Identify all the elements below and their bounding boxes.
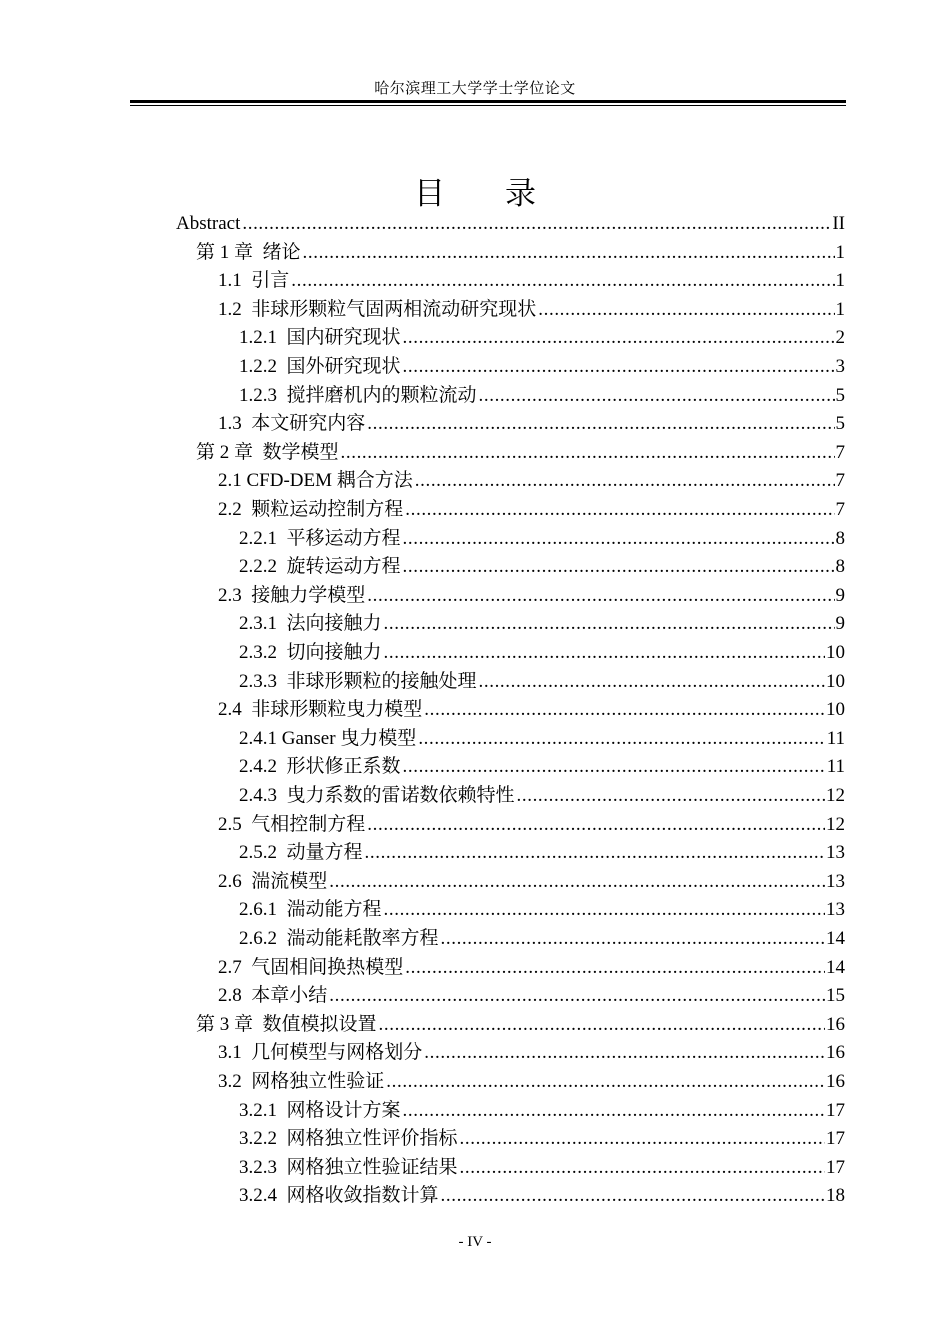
toc-leader-dots	[403, 553, 835, 582]
toc-leader-dots	[424, 1039, 825, 1068]
toc-entry-page: 11	[826, 727, 845, 749]
toc-entry-label: 2.2.2 旋转运动方程	[239, 556, 401, 578]
toc-entry-page: 9	[835, 613, 845, 635]
toc-entry[interactable]	[218, 496, 845, 525]
toc-leader-dots	[418, 725, 825, 754]
toc-entry-label: 3.2.2 网格独立性评价指标	[239, 1128, 458, 1150]
toc-entry[interactable]	[196, 439, 845, 468]
toc-leader-dots	[405, 496, 834, 525]
toc-entry-label: 2.4.2 形状修正系数	[239, 756, 401, 778]
toc-entry[interactable]	[239, 782, 845, 811]
toc-entry-label: 3.1 几何模型与网格划分	[218, 1042, 423, 1064]
toc-entry-page: 17	[826, 1099, 845, 1121]
toc-entry-label: 2.4.3 曳力系数的雷诺数依赖特性	[239, 785, 515, 806]
toc-entry[interactable]	[239, 324, 845, 353]
toc-leader-dots	[405, 954, 825, 983]
toc-entry[interactable]	[218, 696, 845, 725]
page-title	[0, 168, 950, 213]
toc-entry-label: 2.3.2 切向接触力	[239, 642, 382, 663]
toc-entry-label: 2.5.2 动量方程	[239, 842, 363, 864]
toc-leader-dots	[386, 1068, 825, 1097]
toc-entry-label: 1.3 本文研究内容	[218, 413, 366, 435]
toc-entry[interactable]	[239, 525, 845, 554]
toc-leader-dots	[517, 782, 825, 811]
toc-entry-page: 13	[826, 899, 845, 921]
toc-entry[interactable]	[218, 868, 845, 897]
toc-entry-label: 2.8 本章小结	[218, 985, 328, 1007]
toc-leader-dots	[341, 439, 835, 468]
toc-entry[interactable]	[176, 210, 845, 239]
toc-entry-label: 2.1 CFD-DEM 耦合方法	[218, 470, 413, 492]
toc-entry-label: 2.5 气相控制方程	[218, 813, 366, 835]
toc-entry-page: 3	[835, 356, 845, 377]
page-number: - IV -	[458, 1234, 492, 1250]
toc-entry-label: 3.2.1 网格设计方案	[239, 1099, 401, 1121]
toc-entry[interactable]	[218, 410, 845, 439]
toc-entry[interactable]	[239, 353, 845, 382]
toc-entry[interactable]	[239, 639, 845, 668]
toc-entry-page: 12	[826, 813, 845, 835]
toc-entry-page: 16	[826, 1042, 845, 1064]
toc-entry[interactable]	[239, 1125, 845, 1154]
toc-entry-label: 3.2.3 网格独立性验证结果	[239, 1156, 458, 1178]
toc-entry-label: 2.2 颗粒运动控制方程	[218, 499, 404, 520]
toc-entry[interactable]	[196, 239, 845, 268]
toc-leader-dots	[479, 668, 825, 697]
toc-entry[interactable]	[239, 925, 845, 954]
toc-leader-dots	[384, 896, 825, 925]
toc-entry[interactable]	[239, 839, 845, 868]
toc-leader-dots	[403, 753, 826, 782]
toc-entry-page: 5	[835, 413, 845, 435]
toc-entry[interactable]	[239, 668, 845, 697]
toc-entry[interactable]	[218, 954, 845, 983]
toc-entry-label: 2.3 接触力学模型	[218, 584, 366, 606]
toc-entry[interactable]	[218, 1068, 845, 1097]
toc-entry-label: 1.2.2 国外研究现状	[239, 356, 401, 377]
toc-leader-dots	[367, 582, 834, 611]
toc-leader-dots	[415, 467, 835, 496]
toc-entry-page: 1	[835, 241, 845, 263]
toc-entry[interactable]	[239, 553, 845, 582]
toc-entry-page: 16	[826, 1071, 845, 1092]
toc-leader-dots	[441, 1182, 825, 1211]
toc-entry-page: 15	[826, 985, 845, 1007]
toc-entry-label: 2.6 湍流模型	[218, 870, 328, 892]
toc-entry-page: 2	[835, 327, 845, 349]
toc-leader-dots	[384, 610, 835, 639]
toc-entry-label: Abstract	[176, 213, 241, 234]
toc-entry-label: 1.2.3 搅拌磨机内的颗粒流动	[239, 384, 477, 406]
toc-entry[interactable]	[218, 467, 845, 496]
toc-entry[interactable]	[239, 753, 845, 782]
toc-entry-label: 1.2 非球形颗粒气固两相流动研究现状	[218, 298, 537, 320]
toc-entry-page: 5	[835, 384, 845, 406]
toc-leader-dots	[460, 1125, 825, 1154]
toc-entry-page: 17	[826, 1128, 845, 1150]
toc-entry-page: 13	[826, 870, 845, 892]
toc-leader-dots	[384, 639, 825, 668]
toc-entry-page: 16	[826, 1013, 845, 1035]
toc-entry-label: 2.6.2 湍动能耗散率方程	[239, 928, 439, 949]
title-char-left: 目	[414, 176, 445, 212]
toc-entry-page: 1	[835, 298, 845, 320]
toc-entry-page: 7	[835, 470, 845, 492]
toc-leader-dots	[441, 925, 825, 954]
toc-entry[interactable]	[239, 610, 845, 639]
title-char-right: 录	[505, 176, 536, 212]
toc-entry-page: 11	[826, 756, 845, 778]
toc-entry-page: 8	[835, 527, 845, 549]
toc-leader-dots	[329, 982, 825, 1011]
toc-entry[interactable]	[218, 811, 845, 840]
toc-leader-dots	[460, 1154, 825, 1183]
toc-entry-page: 12	[826, 785, 845, 806]
toc-entry-label: 2.3.3 非球形颗粒的接触处理	[239, 670, 477, 692]
toc-entry-label: 2.7 气固相间换热模型	[218, 956, 404, 978]
toc-entry-label: 2.4 非球形颗粒曳力模型	[218, 699, 423, 721]
toc-entry-page: II	[832, 213, 845, 234]
toc-entry[interactable]	[239, 1154, 845, 1183]
toc-entry-page: 13	[826, 842, 845, 864]
toc-leader-dots	[379, 1011, 825, 1040]
toc-entry-page: 10	[826, 699, 845, 721]
toc-entry[interactable]	[239, 725, 845, 754]
toc-entry[interactable]	[196, 1011, 845, 1040]
toc-leader-dots	[424, 696, 825, 725]
toc-leader-dots	[367, 811, 825, 840]
toc-leader-dots	[538, 296, 834, 325]
toc-entry-page: 17	[826, 1156, 845, 1178]
toc-leader-dots	[329, 868, 825, 897]
toc-entry-page: 14	[826, 928, 845, 949]
toc-leader-dots	[403, 353, 835, 382]
toc-entry-label: 3.2 网格独立性验证	[218, 1071, 385, 1092]
toc-entry-label: 2.2.1 平移运动方程	[239, 527, 401, 549]
toc-entry[interactable]	[239, 1182, 845, 1211]
header-rule-thin	[130, 105, 846, 106]
toc-entry[interactable]	[218, 267, 845, 296]
toc-entry-label: 第 1 章 绪论	[196, 241, 301, 263]
toc-entry-label: 第 3 章 数值模拟设置	[196, 1013, 377, 1035]
toc-leader-dots	[291, 267, 834, 296]
toc-entry-page: 10	[826, 670, 845, 692]
toc-leader-dots	[303, 239, 835, 268]
toc-leader-dots	[403, 324, 835, 353]
toc-leader-dots	[479, 382, 835, 411]
toc-entry[interactable]	[218, 982, 845, 1011]
toc-entry-page: 1	[835, 270, 845, 292]
toc-entry-page: 14	[826, 956, 845, 978]
toc-entry-label: 2.4.1 Ganser 曳力模型	[239, 727, 417, 749]
toc-entry-label: 1.2.1 国内研究现状	[239, 327, 401, 349]
toc-leader-dots	[242, 210, 831, 239]
toc-entry[interactable]	[218, 582, 845, 611]
toc-entry-page: 7	[835, 441, 845, 463]
toc-entry[interactable]	[218, 296, 845, 325]
toc-entry-page: 10	[826, 642, 845, 663]
header-rule-thick	[130, 100, 846, 103]
toc-entry-label: 2.3.1 法向接触力	[239, 613, 382, 635]
toc-entry-label: 第 2 章 数学模型	[196, 441, 339, 463]
toc-entry-page: 9	[835, 584, 845, 606]
toc-leader-dots	[403, 1097, 825, 1126]
toc-entry[interactable]	[239, 1097, 845, 1126]
toc-leader-dots	[367, 410, 834, 439]
toc-entry[interactable]	[218, 1039, 845, 1068]
toc-leader-dots	[403, 525, 835, 554]
toc-entry-page: 18	[826, 1185, 845, 1207]
toc-entry-label: 2.6.1 湍动能方程	[239, 899, 382, 921]
toc-entry[interactable]	[239, 896, 845, 925]
toc-entry-label: 3.2.4 网格收敛指数计算	[239, 1185, 439, 1207]
toc-entry-label: 1.1 引言	[218, 270, 290, 292]
toc-entry[interactable]	[239, 382, 845, 411]
toc-leader-dots	[365, 839, 825, 868]
toc-entry-page: 8	[835, 556, 845, 578]
header-title: 哈尔滨理工大学学士学位论文	[374, 81, 576, 97]
toc-entry-page: 7	[835, 499, 845, 520]
